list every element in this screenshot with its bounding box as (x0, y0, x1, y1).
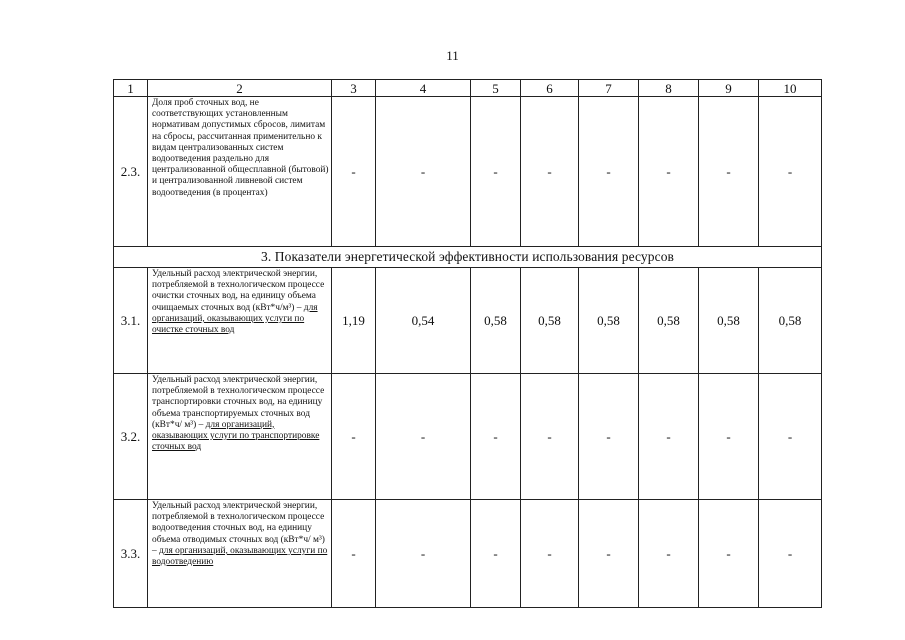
cell-value: - (699, 500, 759, 608)
cell-value: - (639, 97, 699, 247)
table-row (114, 374, 822, 500)
description-text: Доля проб сточных вод, не соответствующих установленным нормативам допустимых сбросов, лимитам на сбросы, рассчитанная применительно к видам централизованных систем водоотведения раздельно для централизованной общесплавной (бытовой) и централизованной ливневой систем водоотведения (в процентах) (152, 98, 329, 198)
indicators-table (113, 79, 822, 608)
cell-value: - (759, 374, 822, 500)
cell-value: - (699, 374, 759, 500)
row-description (148, 268, 332, 374)
cell-value: - (376, 500, 471, 608)
cell-value: - (579, 374, 639, 500)
cell-value: - (521, 97, 579, 247)
column-header: 6 (521, 80, 579, 97)
section-title: 3. Показатели энергетической эффективности использования ресурсов (114, 247, 822, 268)
table-row (114, 97, 822, 247)
row-number: 3.2. (114, 374, 148, 500)
row-number: 2.3. (114, 97, 148, 247)
column-header: 8 (639, 80, 699, 97)
cell-value: 0,58 (579, 268, 639, 374)
cell-value: 0,58 (699, 268, 759, 374)
cell-value: 0,54 (376, 268, 471, 374)
description-underlined: для организаций, оказывающих услуги по очистке сточных вод (152, 302, 318, 336)
cell-value: - (471, 97, 521, 247)
description-underlined: для организаций, оказывающих услуги по водоотведению (152, 545, 328, 568)
cell-value: - (332, 374, 376, 500)
table-row (114, 500, 822, 608)
row-number: 3.3. (114, 500, 148, 608)
description-text: Удельный расход электрической энергии, потребляемой в технологическом процессе транспортировки сточных вод, на единицу объема транспортируемых сточных вод (кВт*ч/ м³) – (152, 375, 325, 430)
cell-value: 0,58 (471, 268, 521, 374)
cell-value: - (579, 500, 639, 608)
description-text: Удельный расход электрической энергии, потребляемой в технологическом процессе водоотведения сточных вод, на единицу объема отводимых сточных вод (кВт*ч/ м³) – (152, 501, 325, 556)
cell-value: 1,19 (332, 268, 376, 374)
cell-value: - (759, 500, 822, 608)
description-text: Удельный расход электрической энергии, потребляемой в технологическом процессе очистки сточных вод, на единицу объема очищаемых сточных вод (кВт*ч/м³) – (152, 269, 325, 313)
cell-value: 0,58 (759, 268, 822, 374)
row-description (148, 97, 332, 247)
column-header: 1 (114, 80, 148, 97)
cell-value: - (699, 97, 759, 247)
row-description (148, 500, 332, 608)
row-description (148, 374, 332, 500)
column-header: 2 (148, 80, 332, 97)
column-number-row (114, 80, 822, 97)
cell-value: - (376, 374, 471, 500)
description-underlined: для организаций, оказывающих услуги по транспортировке сточных вод (152, 419, 320, 453)
column-header: 4 (376, 80, 471, 97)
page-number: 11 (446, 48, 459, 63)
column-header: 5 (471, 80, 521, 97)
column-header: 3 (332, 80, 376, 97)
row-number: 3.1. (114, 268, 148, 374)
cell-value: - (579, 97, 639, 247)
column-header: 7 (579, 80, 639, 97)
cell-value: - (332, 97, 376, 247)
cell-value: - (759, 97, 822, 247)
cell-value: - (521, 374, 579, 500)
column-header: 10 (759, 80, 822, 97)
cell-value: - (521, 500, 579, 608)
cell-value: - (332, 500, 376, 608)
cell-value: - (471, 500, 521, 608)
column-header: 9 (699, 80, 759, 97)
cell-value: - (376, 97, 471, 247)
cell-value: 0,58 (639, 268, 699, 374)
section-heading-row (114, 247, 822, 268)
cell-value: - (471, 374, 521, 500)
cell-value: - (639, 374, 699, 500)
cell-value: 0,58 (521, 268, 579, 374)
table-row (114, 268, 822, 374)
cell-value: - (639, 500, 699, 608)
